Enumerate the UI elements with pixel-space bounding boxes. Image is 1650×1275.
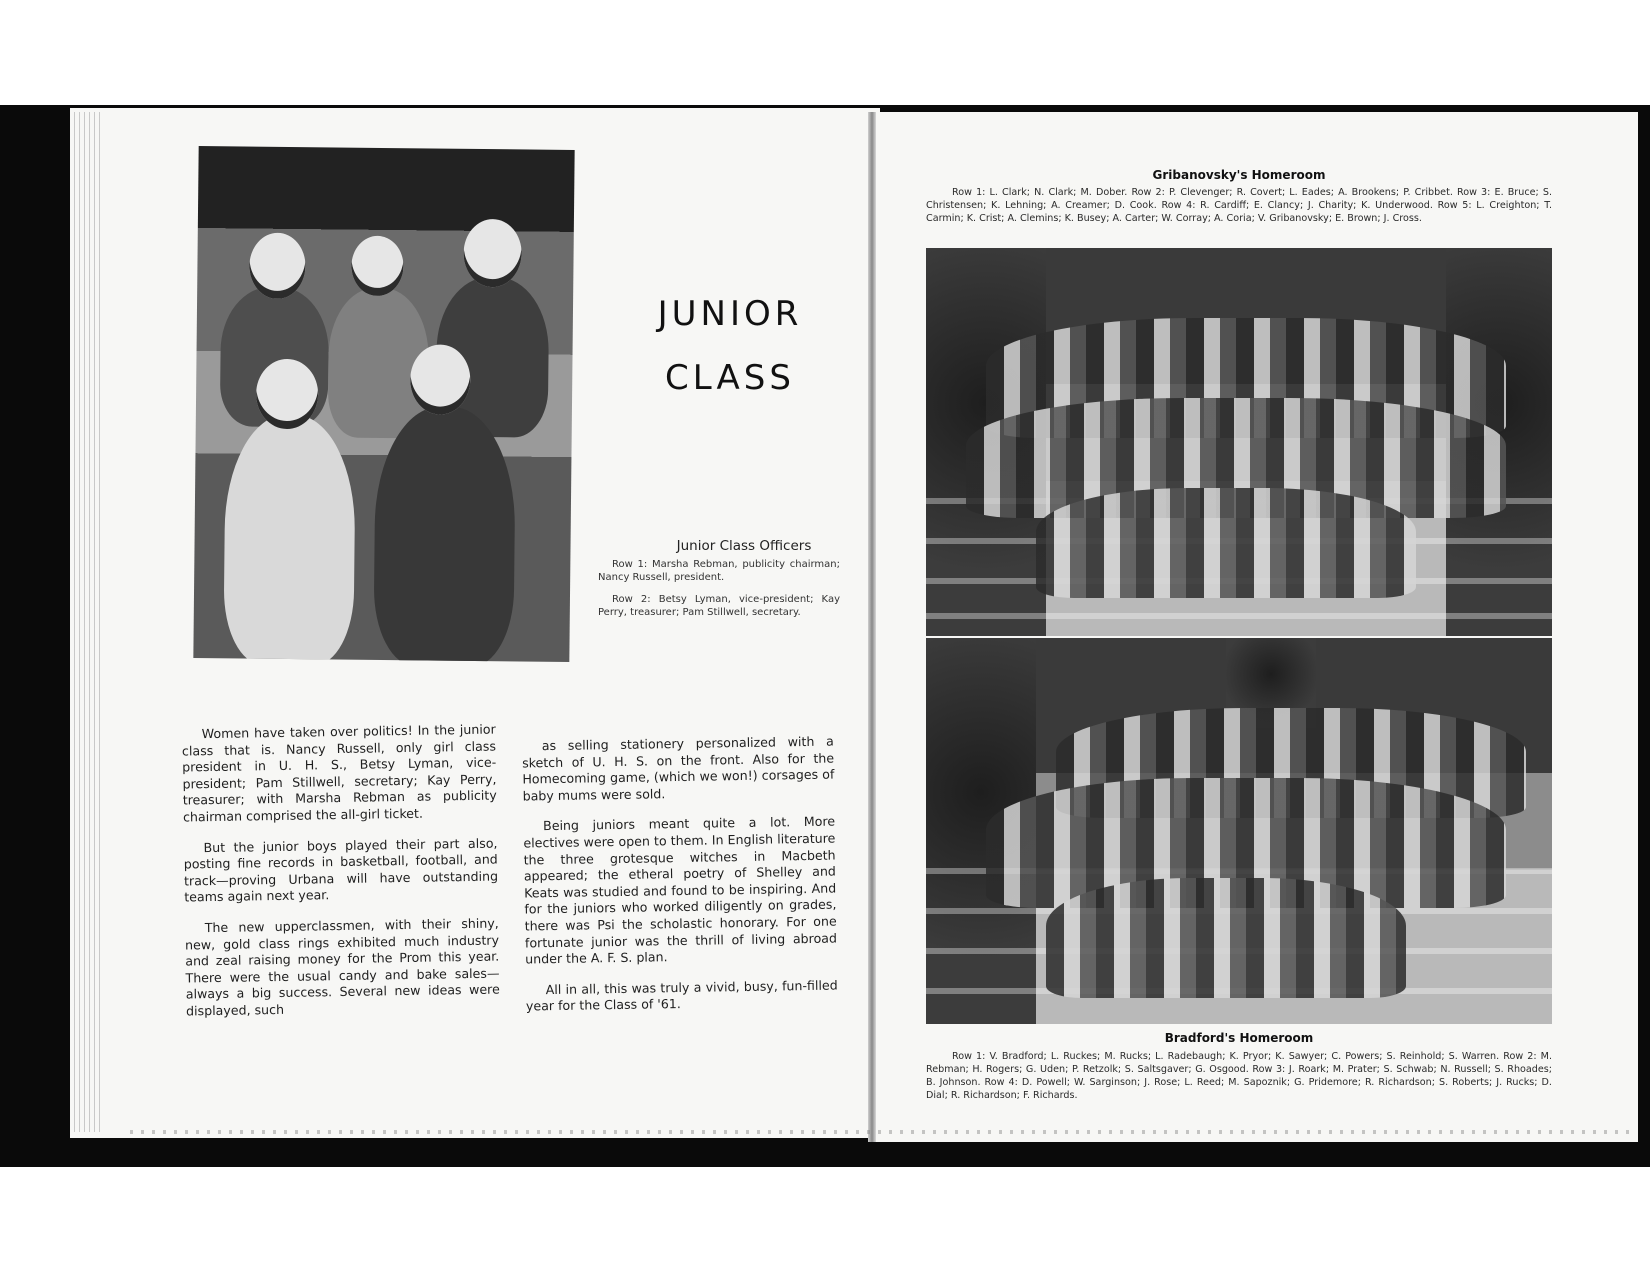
body-paragraph: The new upperclassmen, with their shiny, new, gold class rings exhibited much industry and zeal raising money for the Prom this year. There were the usual candy and bake sales—always a big success. Several new ideas were displayed, such xyxy=(184,915,500,1019)
page-title-line1: JUNIOR xyxy=(657,294,803,334)
body-column-right xyxy=(522,734,839,1030)
officers-heading: Junior Class Officers xyxy=(676,538,812,554)
page-title-line2: CLASS xyxy=(665,358,795,398)
body-paragraph: Women have taken over politics! In the junior class that is. Nancy Russell, only girl class president in U. H. S., Betsy Lyman, vice-president; Pam Stillwell, secretary; Kay Perry, treasurer; with Marsha Rebman as publicity chairman comprised the all-girl ticket. xyxy=(181,721,497,825)
body-paragraph: All in all, this was truly a vivid, busy, fun-filled year for the Class of '61. xyxy=(525,977,838,1014)
body-paragraph: as selling stationery personalized with a sketch of U. H. S. on the front. Also for the Homecoming game, (which we won!) corsages of baby mums were sold. xyxy=(521,733,835,804)
officers-photo xyxy=(193,146,574,662)
body-column-left xyxy=(182,722,501,1034)
scan-noise xyxy=(130,1130,1630,1134)
homeroom-caption: Row 1: V. Bradford; L. Ruckes; M. Rucks; L. Radebaugh; K. Pryor; K. Sawyer; C. Powers; S. Reinhold; S. Warren. Row 2: M. Rebman; H. Rogers; G. Uden; P. Retzolk; S. Saltsgaver; G. Osgood. Row 3: J. Roark; M. Prater; S. Schwab; N. Russell; S. Rhoades; B. Johnson. Row 4: D. Powell; W. Sarginson; J. Rose; L. Reed; M. Sapoznik; G. Pridemore; R. Richardson; S. Roberts; J. Rucks; D. Dial; R. Richardson; F. Richards. xyxy=(926,1051,1552,1101)
homeroom-title: Bradford's Homeroom xyxy=(1164,1031,1314,1045)
body-paragraph: But the junior boys played their part also, posting fine records in basketball, football, and track—proving Urbana will have outstanding teams again next year. xyxy=(183,835,499,905)
homeroom-caption: Row 1: L. Clark; N. Clark; M. Dober. Row 2: P. Clevenger; R. Covert; L. Eades; A. Brookens; P. Cribbet. Row 3: E. Bruce; S. Christensen; K. Lehning; A. Creamer; D. Cook. Row 4: R. Cardiff; E. Clancy; J. Charity; K. Underwood. Row 5: L. Creighton; T. Carmin; K. Crist; A. Clemins; K. Busey; A. Carter; W. Corray; A. Coria; V. Gribanovsky; E. Brown; J. Cross. xyxy=(926,187,1552,224)
book-gutter xyxy=(868,112,876,1142)
homeroom-title: Gribanovsky's Homeroom xyxy=(1152,168,1326,182)
officers-caption-row2: Row 2: Betsy Lyman, vice-president; Kay Perry, treasurer; Pam Stillwell, secretary. xyxy=(598,594,840,618)
page-edges xyxy=(74,112,104,1132)
body-paragraph: Being juniors meant quite a lot. More electives were open to them. In English literature the three grotesque witches in Macbeth appeared; the etheral poetry of Shelley and Keats was studied and found to be inspiring. And for the juniors who worked diligently on grades, there was Psi the scholastic honorary. For one fortunate junior was the thrill of living abroad under the A. F. S. plan. xyxy=(523,813,838,967)
officers-caption-row1: Row 1: Marsha Rebman, publicity chairman; Nancy Russell, president. xyxy=(598,559,840,583)
homeroom-photo xyxy=(926,638,1552,1024)
homeroom-photo xyxy=(926,248,1552,636)
